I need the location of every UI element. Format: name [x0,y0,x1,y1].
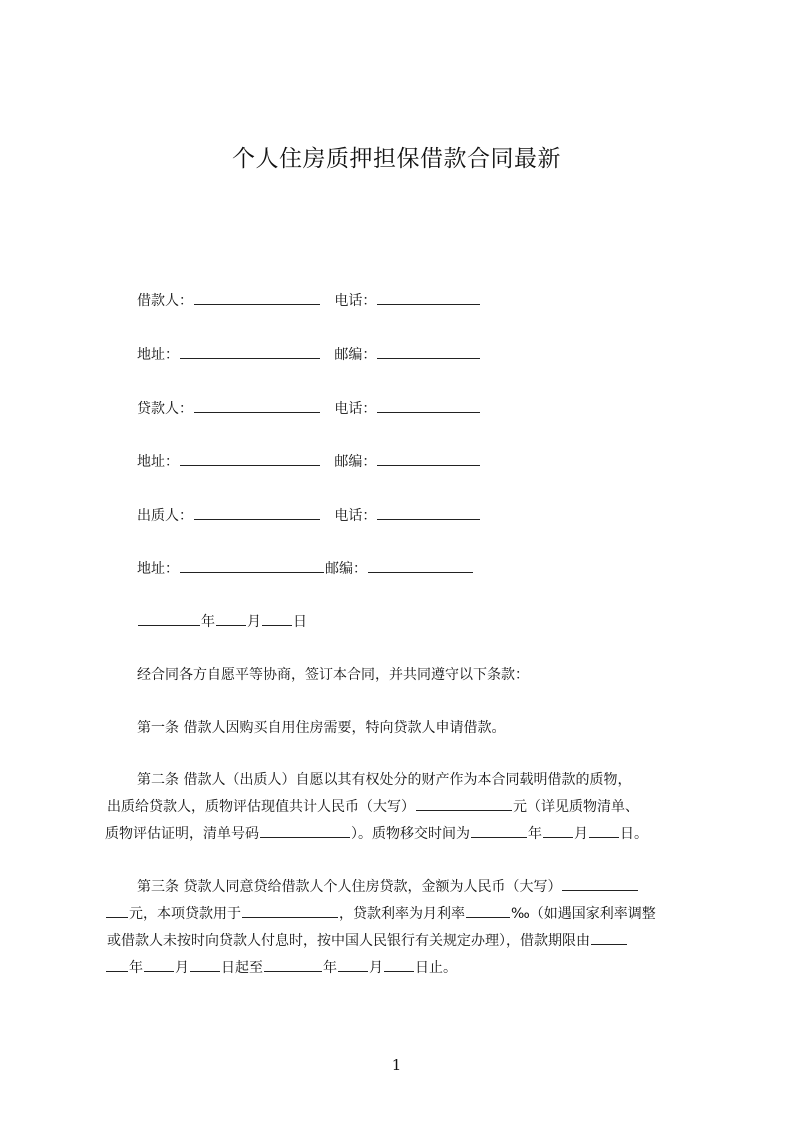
article-3-line-4: 年 月 日起至 年 月 日止。 [105,955,705,982]
borrower-label: 借款人： [137,293,193,309]
year-blank[interactable] [138,611,200,626]
lender-postcode-label: 邮编： [334,454,377,470]
pledge-value-blank[interactable] [416,796,512,811]
borrower-line [137,290,481,311]
date-line [137,611,307,632]
term-start-blank[interactable] [591,930,627,945]
lender-address-line [137,451,481,472]
term-end-month-blank[interactable] [338,957,368,972]
loan-amount-blank-cont[interactable] [106,903,128,918]
page-number: 1 [391,1056,402,1074]
article-3-line-3: 或借款人未按时向贷款人付息时，按中国人民银行有关规定办理），借款期限由 [105,928,705,955]
lender-line [137,398,481,419]
lender-postcode-blank[interactable] [377,451,480,466]
intro-paragraph: 经合同各方自愿平等协商，签订本合同，并共同遵守以下条款： [137,667,529,683]
pledgor-phone-label: 电话： [334,508,377,524]
article-2-line-3: 质物评估证明，清单号码 ）。质物移交时间为 年 月 日。 [105,821,705,848]
article-3-line-2: 元，本项贷款用于 ，贷款利率为月利率 ‰（如遇国家利率调整 [105,901,705,928]
day-blank[interactable] [262,611,292,626]
handover-year-blank[interactable] [471,823,527,838]
pledgor-address-line [137,558,474,579]
loan-purpose-blank[interactable] [242,903,338,918]
borrower-phone-label: 电话： [334,293,377,309]
month-label: 月 [247,614,261,630]
interest-rate-blank[interactable] [466,903,510,918]
lender-blank[interactable] [194,398,320,413]
pledgor-label: 出质人： [137,508,193,524]
pledgor-postcode-blank[interactable] [368,558,473,573]
borrower-address-label: 地址： [137,347,179,363]
month-blank[interactable] [216,611,246,626]
borrower-phone-blank[interactable] [377,290,480,305]
pledgor-line [137,505,481,526]
pledgor-phone-blank[interactable] [377,505,480,520]
lender-address-blank[interactable] [180,451,320,466]
loan-amount-blank[interactable] [562,876,638,891]
term-start-day-blank[interactable] [190,957,220,972]
article-2-line-2: 出质给贷款人，质物评估现值共计人民币（大写） 元（详见质物清单、 [105,794,705,821]
article-3-line-1: 第三条 贷款人同意贷给借款人个人住房贷款，金额为人民币（大写） [105,874,705,901]
borrower-postcode-blank[interactable] [377,344,480,359]
pledgor-postcode-label: 邮编： [325,561,367,577]
handover-month-blank[interactable] [543,823,573,838]
year-label: 年 [201,614,215,630]
article-3 [105,874,705,982]
day-label: 日 [293,614,307,630]
article-2-line-1: 第二条 借款人（出质人）自愿以其有权处分的财产作为本合同载明借款的质物， [137,772,632,788]
article-1: 第一条 借款人因购买自用住房需要，特向贷款人申请借款。 [137,720,506,736]
borrower-address-line [137,344,481,365]
lender-label: 贷款人： [137,401,193,417]
term-end-day-blank[interactable] [384,957,414,972]
borrower-blank[interactable] [194,290,320,305]
borrower-postcode-label: 邮编： [334,347,377,363]
term-start-month-blank[interactable] [144,957,174,972]
pledgor-address-label: 地址： [137,561,179,577]
lender-address-label: 地址： [137,454,179,470]
article-2 [105,767,705,848]
term-start-year-blank[interactable] [106,957,128,972]
lender-phone-blank[interactable] [377,398,480,413]
pledgor-address-blank[interactable] [180,558,324,573]
borrower-address-blank[interactable] [180,344,320,359]
page-title: 个人住房质押担保借款合同最新 [232,146,561,172]
lender-phone-label: 电话： [334,401,377,417]
handover-day-blank[interactable] [589,823,619,838]
term-end-year-blank[interactable] [264,957,322,972]
pledgor-blank[interactable] [194,505,320,520]
list-number-blank[interactable] [260,823,350,838]
